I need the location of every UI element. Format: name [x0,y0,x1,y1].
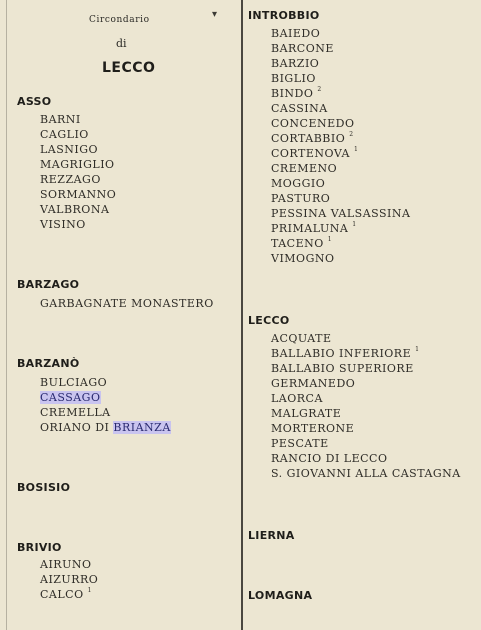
footnote-marker: 2 [317,86,322,94]
footnote-marker: 1 [352,221,357,229]
left-edge-rule [6,0,7,630]
municipality: BAIEDO [271,27,321,40]
municipality [40,588,92,601]
municipality: BULCIAGO [40,376,108,389]
column-divider [241,0,243,630]
municipality: S. GIOVANNI ALLA CASTAGNA [271,467,461,480]
municipality-text: BALLABIO INFERIORE [271,347,412,360]
section-title-brivio: BRIVIO [17,541,62,554]
heading-di: di [116,37,127,50]
section-title-asso: ASSO [17,95,52,108]
municipality: PESCATE [271,437,329,450]
heading-circondario: Circondario [89,15,150,25]
section-title-barzago: BARZAGO [17,278,80,291]
municipality: RANCIO DI LECCO [271,452,388,465]
footnote-marker: 1 [87,587,92,595]
municipality: CREMELLA [40,406,111,419]
section-title-introbbio: INTROBBIO [248,9,320,22]
municipality: CASSINA [271,102,328,115]
municipality: GERMANEDO [271,377,356,390]
municipality [271,222,357,235]
municipality: AIRUNO [40,558,92,571]
municipality: VISINO [40,218,86,231]
municipality: CREMENO [271,162,338,175]
municipality: BARZIO [271,57,320,70]
municipality: BARCONE [271,42,334,55]
highlight-cassago: CASSAGO [40,391,101,404]
municipality: BIGLIO [271,72,316,85]
section-title-barzano: BARZANÒ [17,357,80,370]
municipality: PASTURO [271,192,331,205]
municipality: LAORCA [271,392,323,405]
municipality-text: CORTABBIO [271,132,346,145]
municipality: GARBAGNATE MONASTERO [40,297,214,310]
section-title-lomagna: LOMAGNA [248,589,313,602]
municipality-text: CALCO [40,588,84,601]
footnote-marker: 1 [415,346,420,354]
municipality [40,421,171,434]
municipality: MALGRATE [271,407,342,420]
municipality: AIZURRO [40,573,99,586]
section-title-bosisio: BOSISIO [17,481,71,494]
municipality: CONCENEDO [271,117,355,130]
municipality-text: ORIANO DI [40,421,110,434]
municipality-highlighted [40,391,101,404]
municipality: LASNIGO [40,143,99,156]
municipality-text: BINDO [271,87,314,100]
highlight-brianza: BRIANZA [113,421,171,434]
municipality: MOGGIO [271,177,326,190]
municipality: CAGLIO [40,128,89,141]
municipality [271,147,358,160]
municipality: PESSINA VALSASSINA [271,207,411,220]
municipality: MAGRIGLIO [40,158,115,171]
footnote-marker: 1 [353,146,359,154]
municipality: BALLABIO SUPERIORE [271,362,414,375]
municipality-text: PRIMALUNA [271,222,349,235]
municipality: SORMANNO [40,188,117,201]
footnote-marker: 1 [327,236,333,244]
municipality [271,132,354,145]
municipality [271,87,322,100]
section-title-lierna: LIERNA [248,529,295,542]
municipality-text: CORTENOVA [271,147,350,160]
municipality: REZZAGO [40,173,101,186]
municipality: VIMOGNO [271,252,335,265]
municipality [271,347,419,360]
municipality: BARNI [40,113,81,126]
municipality: VALBRONA [40,203,110,216]
ink-mark: ▾ [212,9,218,20]
municipality: MORTERONE [271,422,355,435]
municipality: ACQUATE [271,332,332,345]
heading-city: LECCO [102,60,156,76]
section-title-lecco: LECCO [248,314,290,327]
municipality-text: TACENO [271,237,324,250]
municipality [271,237,332,250]
footnote-marker: 2 [349,131,354,139]
